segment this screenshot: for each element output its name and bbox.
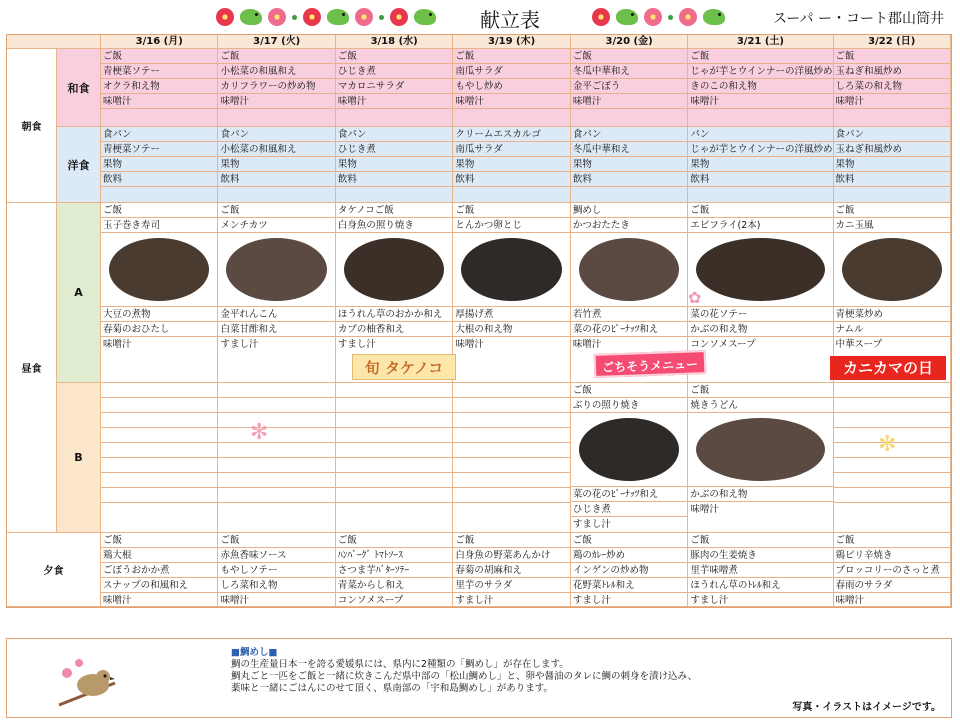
menu-cell (453, 127, 570, 203)
meal-label-lunch: 昼食 (7, 203, 57, 533)
food-photo (688, 413, 832, 487)
empty-line (101, 398, 217, 413)
menu-item: ご飯 (218, 49, 334, 64)
menu-item: すまし汁 (572, 595, 611, 606)
menu-item: 青梗菜ソテー (101, 64, 217, 79)
empty-line (571, 109, 687, 124)
menu-item: 味噌汁 (835, 595, 865, 606)
food-photo (571, 233, 687, 307)
menu-item: さつま芋ﾊﾞﾀｰｿﾃｰ (336, 563, 452, 578)
menu-item: 若竹煮 (571, 307, 687, 322)
menu-item: ご飯 (688, 533, 832, 548)
menu-item: 食パン (218, 127, 334, 142)
empty-line (336, 488, 452, 503)
menu-item: かぶの和え物 (688, 487, 832, 502)
day-header: 3/19 (木) (453, 35, 570, 49)
menu-item: ご飯 (453, 49, 569, 64)
empty-line (834, 503, 950, 518)
empty-line (453, 488, 569, 503)
empty-line (101, 109, 217, 124)
menu-item: 南瓜サラダ (453, 64, 569, 79)
menu-cell (218, 203, 335, 383)
day-header: 3/21 (土) (688, 35, 833, 49)
empty-line (101, 488, 217, 503)
menu-item: じゃが芋とウインナーの洋風炒め (690, 66, 833, 77)
menu-item: すまし汁 (337, 339, 376, 350)
empty-line (101, 428, 217, 443)
menu-item: 玉子巻き寿司 (101, 218, 217, 233)
empty-line (101, 383, 217, 398)
meal-label-breakfast: 朝食 (7, 49, 57, 203)
menu-cell (101, 49, 218, 127)
image-note: 写真・イラストはイメージです。 (792, 702, 941, 713)
menu-table (6, 34, 952, 608)
food-photo (101, 233, 217, 307)
empty-line (336, 458, 452, 473)
menu-item: すまし汁 (690, 595, 729, 606)
menu-item: 春菊の胡麻和え (453, 563, 569, 578)
menu-item: 飲料 (101, 172, 217, 187)
empty-line (453, 443, 569, 458)
menu-item: ごぼうおかか煮 (101, 563, 217, 578)
menu-item: ご飯 (688, 203, 832, 218)
menu-item: 春雨のサラダ (834, 578, 950, 593)
menu-item: 味噌汁 (572, 339, 602, 350)
empty-line (218, 398, 334, 413)
dot-icon (292, 15, 297, 20)
menu-item: ご飯 (571, 533, 687, 548)
menu-item: ご飯 (101, 49, 217, 64)
menu-item: 菜の花のﾋﾟｰﾅｯﾂ和え (571, 322, 687, 337)
menu-cell (453, 383, 570, 533)
menu-item: クリームエスカルゴ (453, 127, 569, 142)
sub-label-b: B (57, 383, 101, 533)
empty-line (834, 398, 950, 413)
menu-item: 南瓜サラダ (453, 142, 569, 157)
takenoko-badge: 旬 タケノコ (352, 354, 456, 380)
menu-item: 味噌汁 (101, 94, 217, 109)
day-header: 3/18 (水) (336, 35, 453, 49)
food-photo (453, 233, 569, 307)
menu-cell (571, 49, 688, 127)
menu-item: 青梗菜ソテー (101, 142, 217, 157)
menu-item: 里芋のサラダ (453, 578, 569, 593)
menu-item: かつおたたき (571, 218, 687, 233)
menu-item: ご飯 (453, 203, 569, 218)
menu-item: カリフラワーの炒め物 (218, 79, 334, 94)
menu-cell (453, 203, 570, 383)
menu-item: かぶの和え物 (688, 322, 832, 337)
menu-item: しろ菜の和え物 (834, 79, 950, 94)
menu-item: ご飯 (571, 383, 687, 398)
menu-item: ご飯 (336, 533, 452, 548)
day-header: 3/17 (火) (218, 35, 335, 49)
menu-item: 飲料 (571, 172, 687, 187)
menu-item: 食パン (336, 127, 452, 142)
menu-item: 白身魚の野菜あんかけ (453, 548, 569, 563)
menu-item: 赤魚香味ソース (218, 548, 334, 563)
menu-cell (688, 203, 833, 383)
plate-image (344, 238, 444, 301)
menu-item: ぶりの照り焼き (571, 398, 687, 413)
flower-icon (644, 8, 662, 26)
menu-item: 菜の花のﾋﾟｰﾅｯﾂ和え (571, 487, 687, 502)
sub-label-yoshoku: 洋食 (57, 127, 101, 203)
empty-line (336, 413, 452, 428)
flower-icon (355, 8, 373, 26)
menu-item: ご飯 (688, 383, 832, 398)
footer-note (6, 638, 952, 718)
menu-item: ひじき煮 (336, 142, 452, 157)
sparkle-icon: ✻ (878, 432, 897, 457)
plate-image (109, 238, 209, 301)
menu-item: タケノコご飯 (336, 203, 452, 218)
bird-icon (240, 9, 262, 25)
menu-item: 飲料 (218, 172, 334, 187)
bird-icon (327, 9, 349, 25)
empty-line (336, 428, 452, 443)
menu-item: ご飯 (101, 203, 217, 218)
menu-item: ブロッコリーのさっと煮 (834, 563, 950, 578)
plate-image (226, 238, 326, 301)
menu-item: 青菜からし和え (336, 578, 452, 593)
menu-item: 味噌汁 (103, 595, 132, 606)
empty-line (834, 413, 950, 428)
empty-line (571, 187, 687, 202)
empty-line (453, 383, 569, 398)
menu-item: 食パン (571, 127, 687, 142)
sub-label-a: A (57, 203, 101, 383)
menu-cell (571, 533, 688, 607)
bird-icon (703, 9, 725, 25)
store-name: スーパ ー・コート郡山筒井 (772, 11, 944, 27)
menu-item: ご飯 (453, 533, 569, 548)
sparkle-icon: ✻ (250, 420, 269, 445)
menu-item: インゲンの炒め物 (571, 563, 687, 578)
empty-line (834, 187, 950, 202)
menu-item: 味噌汁 (834, 94, 950, 109)
empty-line (218, 428, 334, 443)
menu-item: ご飯 (218, 203, 334, 218)
menu-item: 食パン (101, 127, 217, 142)
food-photo (571, 413, 687, 487)
menu-item: スナップの和風和え (101, 578, 217, 593)
menu-item: すまし汁 (455, 595, 494, 606)
empty-line (218, 383, 334, 398)
footer-heading: ■鯛めし■ (231, 647, 278, 658)
menu-item: 味噌汁 (218, 94, 334, 109)
empty-line (834, 109, 950, 124)
plate-image (461, 238, 561, 301)
menu-item: ご飯 (834, 533, 950, 548)
menu-item: しろ菜和え物 (218, 578, 334, 593)
empty-line (101, 413, 217, 428)
menu-item: カブの柚香和え (336, 322, 452, 337)
footer-line: 鯛丸ごと一匹をご飯と一緒に炊きこんだ県中部の「松山鯛めし」と、卵や醤油のタレに鯛の刺身を漬け込み、 (231, 671, 698, 682)
menu-item: 味噌汁 (453, 94, 569, 109)
menu-item: ひじき煮 (336, 64, 452, 79)
menu-item: とんかつ卵とじ (453, 218, 569, 233)
menu-cell (218, 127, 335, 203)
menu-item: 飲料 (688, 172, 832, 187)
menu-item: 果物 (688, 157, 832, 172)
empty-line (218, 473, 334, 488)
day-header: 3/22 (日) (834, 35, 951, 49)
menu-item: 里芋味噌煮 (688, 563, 832, 578)
menu-item: コンソメスープ (690, 339, 756, 350)
empty-line (453, 428, 569, 443)
menu-item: 鶏ピリ辛焼き (834, 548, 950, 563)
header (0, 0, 960, 34)
menu-item: きのこの和え物 (688, 79, 832, 94)
menu-item: ご飯 (834, 49, 950, 64)
menu-item: ご飯 (688, 49, 832, 64)
menu-item: 果物 (834, 157, 950, 172)
flower-icon (268, 8, 286, 26)
menu-item: 厚揚げ煮 (453, 307, 569, 322)
empty-line (101, 473, 217, 488)
empty-line (453, 413, 569, 428)
food-photo (336, 233, 452, 307)
menu-item: 中華スープ (835, 339, 883, 350)
menu-item: ﾊﾝﾊﾞｰｸﾞ ﾄﾏﾄｿｰｽ (336, 548, 452, 563)
menu-cell (218, 49, 335, 127)
empty-line (218, 187, 334, 202)
menu-item: 果物 (453, 157, 569, 172)
empty-line (218, 443, 334, 458)
menu-cell (688, 49, 833, 127)
menu-item: 味噌汁 (220, 595, 249, 606)
menu-item: 果物 (571, 157, 687, 172)
empty-line (688, 187, 832, 202)
menu-item: パン (688, 127, 832, 142)
menu-item: 果物 (101, 157, 217, 172)
menu-cell (218, 533, 335, 607)
flower-icon (303, 8, 321, 26)
empty-line (101, 187, 217, 202)
menu-item: 春菊のおひたし (101, 322, 217, 337)
menu-cell (336, 127, 453, 203)
menu-item: ひじき煮 (571, 502, 687, 517)
page-title: 献立表 (480, 8, 540, 32)
day-header: 3/20 (金) (571, 35, 688, 49)
menu-cell (688, 383, 833, 533)
menu-item: メンチカツ (218, 218, 334, 233)
menu-cell (571, 127, 688, 203)
food-photo (688, 233, 832, 307)
empty-line (834, 488, 950, 503)
empty-line (336, 383, 452, 398)
menu-item: ご飯 (571, 49, 687, 64)
flower-icon (390, 8, 408, 26)
menu-cell (453, 533, 570, 607)
menu-cell (834, 49, 951, 127)
menu-item: カニ玉風 (834, 218, 950, 233)
menu-cell (571, 383, 688, 533)
menu-item: 味噌汁 (103, 339, 132, 350)
empty-line (336, 398, 452, 413)
menu-item: 玉ねぎ和風炒め (834, 142, 950, 157)
menu-item: 味噌汁 (571, 94, 687, 109)
sub-label-washoku: 和食 (57, 49, 101, 127)
gochiso-menu-badge: ごちそうメニュー (594, 350, 707, 378)
empty-line (453, 473, 569, 488)
menu-item: 焼きうどん (688, 398, 832, 413)
food-photo (218, 233, 334, 307)
menu-item: オクラ和え物 (101, 79, 217, 94)
menu-item: 味噌汁 (690, 504, 719, 515)
menu-item: ご飯 (101, 533, 217, 548)
flower-icon (679, 8, 697, 26)
empty-line (218, 413, 334, 428)
flower-icon (592, 8, 610, 26)
empty-line (336, 443, 452, 458)
menu-cell (688, 127, 833, 203)
menu-item: 白菜甘酢和え (218, 322, 334, 337)
menu-item: ほうれん草のﾄﾚﾙ和え (688, 578, 832, 593)
plate-image (696, 238, 824, 301)
menu-item: 冬瓜中華和え (571, 142, 687, 157)
menu-item: 果物 (336, 157, 452, 172)
empty-line (218, 458, 334, 473)
bird-icon (414, 9, 436, 25)
menu-item: 味噌汁 (688, 94, 832, 109)
empty-line (834, 458, 950, 473)
menu-cell (336, 533, 453, 607)
menu-item: 食パン (834, 127, 950, 142)
corner-cell (7, 35, 101, 49)
decoration-right (592, 8, 725, 26)
empty-line (453, 187, 569, 202)
empty-line (453, 503, 569, 518)
flower-icon (216, 8, 234, 26)
menu-cell (218, 383, 335, 533)
menu-item: 味噌汁 (336, 94, 452, 109)
bird-icon (616, 9, 638, 25)
food-photo (834, 233, 950, 307)
menu-item: 冬瓜中華和え (571, 64, 687, 79)
menu-item: 大根の和え物 (453, 322, 569, 337)
dot-icon (379, 15, 384, 20)
menu-item: すまし汁 (572, 519, 611, 530)
empty-line (453, 398, 569, 413)
empty-line (101, 443, 217, 458)
menu-item: 金平れんこん (218, 307, 334, 322)
meal-label-dinner: 夕食 (7, 533, 101, 607)
menu-item: 飲料 (834, 172, 950, 187)
empty-line (336, 473, 452, 488)
menu-item: 鶏のｶﾚｰ炒め (571, 548, 687, 563)
menu-item: 豚肉の生姜焼き (688, 548, 832, 563)
empty-line (688, 109, 832, 124)
menu-item: 小松菜の和風和え (218, 64, 334, 79)
empty-line (453, 109, 569, 124)
menu-item: 小松菜の和風和え (218, 142, 334, 157)
menu-item: ご飯 (218, 533, 334, 548)
menu-item: ほうれん草のおかか和え (336, 307, 452, 322)
dot-icon (668, 15, 673, 20)
plate-image (579, 418, 679, 481)
menu-cell (834, 533, 951, 607)
menu-item: 飲料 (453, 172, 569, 187)
menu-item: マカロニサラダ (336, 79, 452, 94)
footer-line: 鯛の生産量日本一を誇る愛媛県には、県内に2種類の「鯛めし」が存在します。 (231, 659, 569, 670)
menu-item: 飲料 (336, 172, 452, 187)
empty-line (453, 458, 569, 473)
menu-cell (336, 49, 453, 127)
menu-cell (453, 49, 570, 127)
menu-cell (101, 383, 218, 533)
menu-item: もやしソテー (218, 563, 334, 578)
day-header: 3/16 (月) (101, 35, 218, 49)
menu-cell (101, 203, 218, 383)
empty-line (218, 488, 334, 503)
plate-image (579, 238, 679, 301)
menu-item: ご飯 (834, 203, 950, 218)
menu-cell (101, 127, 218, 203)
empty-line (834, 473, 950, 488)
empty-line (336, 503, 452, 518)
menu-cell (834, 383, 951, 533)
menu-item: 鶏大根 (101, 548, 217, 563)
menu-item: 菜の花ソテー (688, 307, 832, 322)
empty-line (218, 109, 334, 124)
empty-line (336, 109, 452, 124)
empty-line (336, 187, 452, 202)
menu-cell (336, 383, 453, 533)
empty-line (834, 383, 950, 398)
menu-item: 大豆の煮物 (101, 307, 217, 322)
menu-item: ご飯 (336, 49, 452, 64)
empty-line (101, 458, 217, 473)
bird-illustration (57, 653, 117, 709)
plate-image (842, 238, 942, 301)
menu-cell (834, 127, 951, 203)
menu-item: 果物 (218, 157, 334, 172)
empty-line (218, 503, 334, 518)
plate-image (696, 418, 824, 481)
empty-line (101, 503, 217, 518)
menu-item: もやし炒め (453, 79, 569, 94)
menu-item: すまし汁 (220, 339, 259, 350)
menu-item: 白身魚の照り焼き (336, 218, 452, 233)
menu-item: 玉ねぎ和風炒め (834, 64, 950, 79)
kanikama-day-badge: カニカマの日 (830, 356, 946, 380)
menu-cell (101, 533, 218, 607)
menu-item: 味噌汁 (455, 339, 484, 350)
footer-line: 薬味と一緒にごはんにのせて頂く、県南部の「宇和島鯛めし」があります。 (231, 683, 554, 694)
decoration-left (216, 8, 436, 26)
menu-item: エビフライ(2本) (688, 218, 832, 233)
menu-item: ナムル (834, 322, 950, 337)
flower-icon: ✿ (688, 288, 702, 307)
menu-item: 金平ごぼう (571, 79, 687, 94)
menu-item: コンソメスープ (337, 595, 404, 606)
menu-item: 青梗菜炒め (834, 307, 950, 322)
menu-item: 花野菜ﾄﾚﾙ和え (571, 578, 687, 593)
menu-item: 鯛めし (571, 203, 687, 218)
menu-item: じゃが芋とウインナーの洋風炒め (690, 144, 833, 155)
menu-cell (688, 533, 833, 607)
